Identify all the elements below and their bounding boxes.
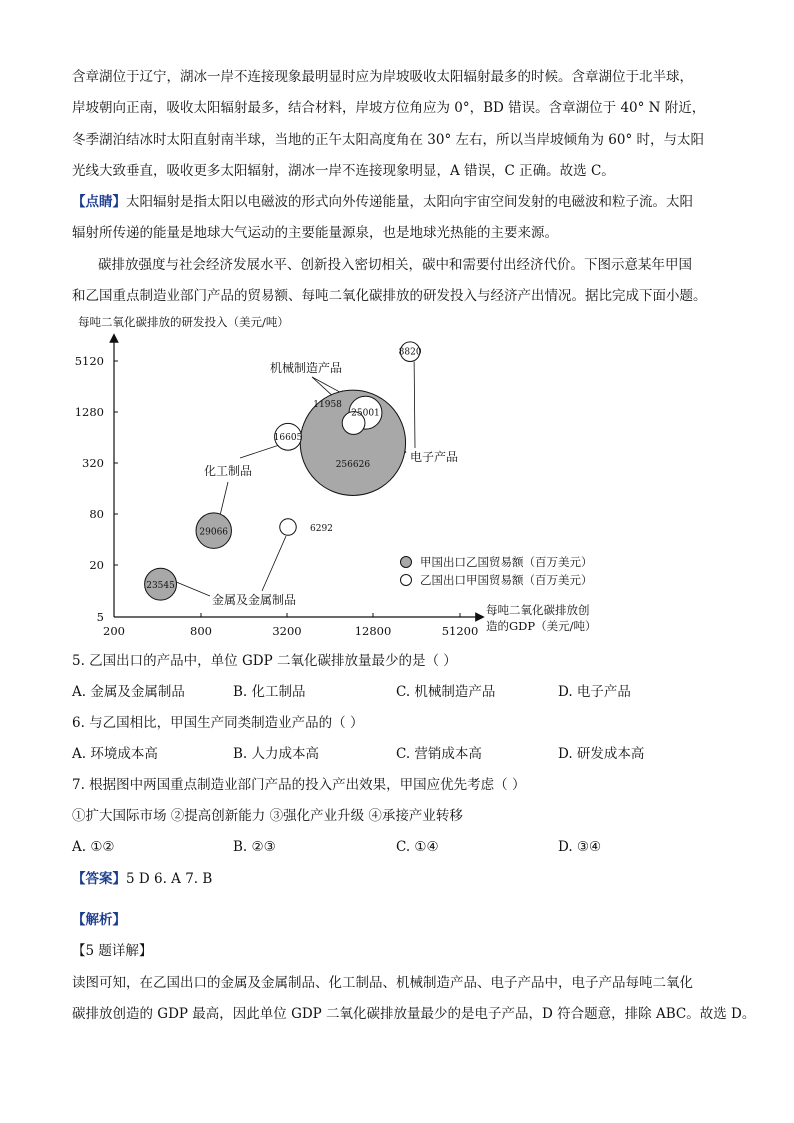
y-tick-label: 5 [96, 610, 104, 624]
bubble-label-16605: 16605 [273, 432, 303, 443]
y-tick-label: 80 [89, 507, 104, 521]
y-tick-label: 1280 [74, 405, 104, 419]
q6-option-b[interactable]: B. 人力成本高 [233, 746, 320, 762]
q7-option-a[interactable]: A. ①② [72, 839, 115, 855]
answer-line [72, 870, 212, 888]
legend-jia-swatch [401, 557, 412, 568]
bubble-label-29066: 29066 [199, 527, 229, 538]
analysis-tag [72, 911, 126, 929]
bubble-label-6292: 6292 [310, 524, 333, 535]
y-tick-label: 320 [82, 456, 104, 470]
answer-text: 5 D 6. A 7. B [126, 871, 213, 887]
x-axis-label-line2: 造的GDP（美元/吨） [486, 619, 597, 633]
q5-option-d[interactable]: D. 电子产品 [558, 684, 631, 700]
para1-line1: 含章湖位于辽宁，湖冰一岸不连接现象最明显时应为岸坡吸收太阳辐射最多的时候。含章湖位于北半球， [72, 69, 693, 85]
q6-option-a[interactable]: A. 环境成本高 [72, 746, 158, 762]
bubble-label-8820: 8820 [398, 347, 422, 358]
y-tick-label: 5120 [74, 354, 104, 368]
category-label-electronics: 电子产品 [410, 450, 459, 464]
y-tick-label: 20 [89, 558, 104, 572]
leader-chemical-16605 [240, 445, 280, 458]
category-label-metal: 金属及金属制品 [212, 593, 297, 607]
q6-stem: 6. 与乙国相比，甲国生产同类制造业产品的（ ） [72, 715, 364, 731]
dianjing-line2: 辐射所传递的能量是地球大气运动的主要能量源泉，也是地球光热能的主要来源。 [72, 225, 558, 241]
analysis-line2: 碳排放创造的 GDP 最高，因此单位 GDP 二氧化碳排放量最少的是电子产品，D 符合题意，排除 ABC。故选 D。 [72, 1006, 756, 1022]
para1-line3: 冬季湖泊结冰时太阳直射南半球，当地的正午太阳高度角在 30° 左右，所以当岸坡倾角为 60° 时，与太阳 [72, 132, 705, 148]
x-tick-label: 200 [103, 624, 125, 638]
para1-line4: 光线大致垂直，吸收更多太阳辐射，湖冰一岸不连接现象明显，A 错误，C 正确。故选 C。 [72, 163, 615, 179]
x-axis-label-line1: 每吨二氧化碳排放创 [486, 603, 590, 617]
q5-option-c[interactable]: C. 机械制造产品 [396, 684, 496, 700]
leader-electronics-8820 [414, 362, 415, 448]
bubble-label-11958: 11958 [313, 400, 342, 411]
analysis-line1: 读图可知，在乙国出口的金属及金属制品、化工制品、机械制造产品、电子产品中，电子产品每吨二氧化 [72, 975, 693, 991]
q5-option-b[interactable]: B. 化工制品 [233, 684, 306, 700]
y-axis-label: 每吨二氧化碳排放的研发投入（美元/吨） [78, 315, 289, 329]
legend-yi-swatch [401, 575, 412, 586]
bubble-label-23545: 23545 [146, 581, 175, 592]
intro-line1: 碳排放强度与社会经济发展水平、创新投入密切相关，碳中和需要付出经济代价。下图示意某年甲国 [98, 257, 692, 273]
bubble-6292 [280, 519, 296, 535]
bubble-chart [60, 310, 660, 650]
para1-line2: 岸坡朝向正南，吸收太阳辐射最多，结合材料，岸坡方位角应为 0°，BD 错误。含章湖位于 40° N 附近， [72, 100, 706, 116]
legend-yi-label: 乙国出口甲国贸易额（百万美元） [420, 573, 593, 587]
q7-items: ①扩大国际市场 ②提高创新能力 ③强化产业升级 ④承接产业转移 [72, 808, 463, 824]
analysis-sub: 【5 题详解】 [72, 943, 153, 959]
answer-tag: 【答案】 [72, 871, 126, 887]
q5-option-a[interactable]: A. 金属及金属制品 [72, 684, 185, 700]
leader-metal-23545 [177, 582, 210, 596]
q5-stem: 5. 乙国出口的产品中，单位 GDP 二氧化碳排放量最少的是（ ） [72, 653, 457, 669]
analysis-tag-text: 【解析】 [72, 912, 126, 928]
q7-option-c[interactable]: C. ①④ [396, 839, 439, 855]
dianjing-line1 [72, 193, 693, 211]
q6-option-c[interactable]: C. 营销成本高 [396, 746, 482, 762]
x-tick-label: 51200 [441, 624, 479, 638]
x-tick-label: 800 [190, 624, 212, 638]
legend-jia-label: 甲国出口乙国贸易额（百万美元） [420, 555, 593, 569]
intro-line2: 和乙国重点制造业部门产品的贸易额、每吨二氧化碳排放的研发投入与经济产出情况。据比完成下面小题。 [72, 288, 707, 304]
dianjing-tag: 【点睛】 [72, 194, 126, 210]
q7-option-d[interactable]: D. ③④ [558, 839, 602, 855]
q6-option-d[interactable]: D. 研发成本高 [558, 746, 645, 762]
category-label-chemical: 化工制品 [204, 464, 253, 478]
leader-chemical-29066 [220, 482, 228, 517]
leader-metal-6292 [262, 536, 286, 591]
q7-stem: 7. 根据图中两国重点制造业部门产品的投入产出效果，甲国应优先考虑（ ） [72, 777, 526, 793]
dianjing-text: 太阳辐射是指太阳以电磁波的形式向外传递能量，太阳向宇宙空间发射的电磁波和粒子流。太阳 [126, 194, 693, 210]
x-tick-label: 3200 [272, 624, 302, 638]
category-label-machinery: 机械制造产品 [270, 361, 343, 375]
bubble-label-25001: 25001 [351, 408, 380, 419]
bubble-label-256626: 256626 [335, 459, 371, 470]
x-tick-label: 12800 [354, 624, 392, 638]
q7-option-b[interactable]: B. ②③ [233, 839, 276, 855]
